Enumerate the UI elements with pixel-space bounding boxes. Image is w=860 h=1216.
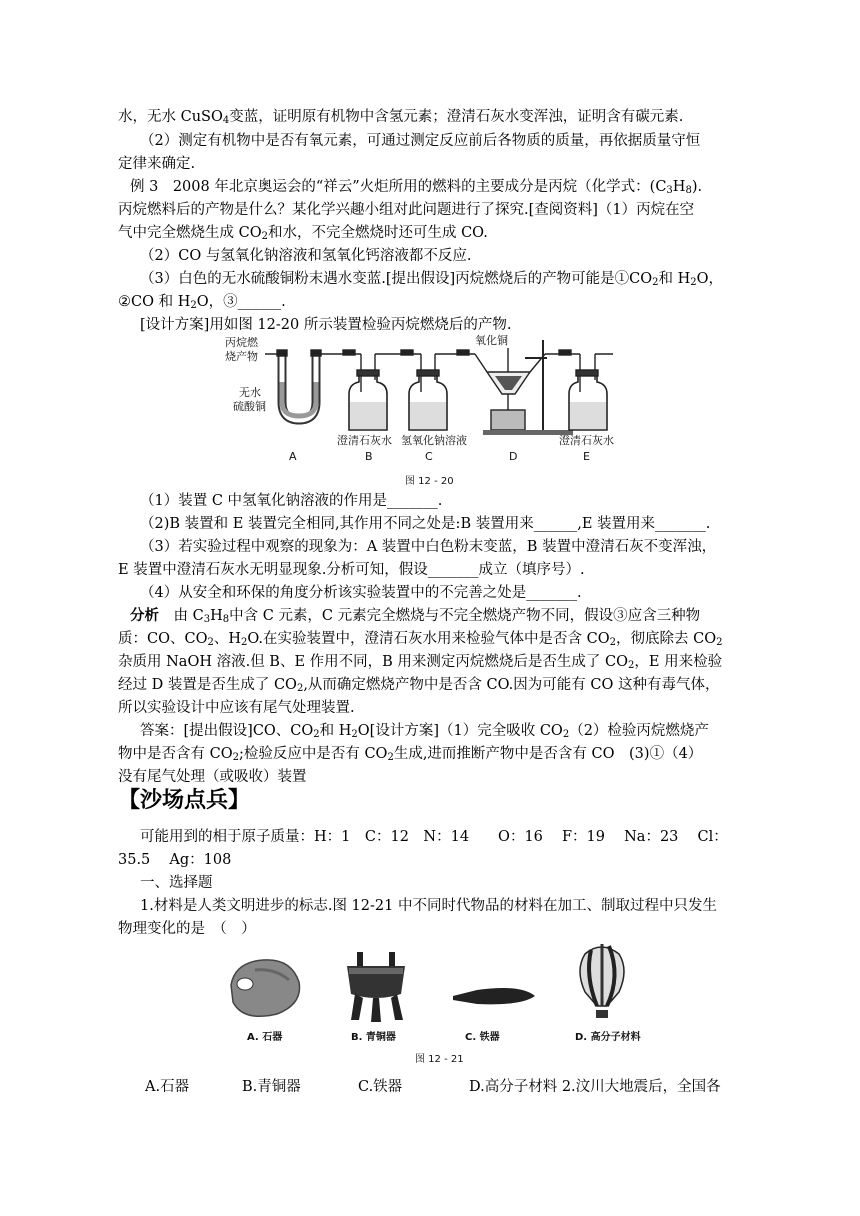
- answer-line: 物中是否含有 $CO_2$;检验反应中是否有 $CO_2$生成,进而推断产物中是否含有 CO (3)①（4）: [118, 746, 703, 763]
- text-line: （3）白色的无水硫酸铜粉末遇水变蓝.[提出假设]丙烷燃烧后的产物可能是$①CO_2$和 $H_2O$，: [140, 271, 724, 288]
- question-1: （1）装置 C 中氢氧化钠溶液的作用是_______.: [140, 493, 443, 509]
- label-copper-oxide: 氧化铜: [475, 334, 508, 347]
- label-bottle-e: 澄清石灰水: [559, 434, 614, 447]
- text-line: 丙烷燃料后的产物是什么？某化学兴趣小组对此问题进行了探究.[查阅资料]（1）丙烷在空: [118, 202, 695, 218]
- analysis-line: 质：CO、$CO_2$、$H_2O$.在实验装置中，澄清石灰水用来检验气体中是否含 $CO_2$，彻底除去 $CO_2$: [118, 631, 723, 648]
- label-bottle-b: 澄清石灰水: [337, 434, 392, 447]
- label-letter-b: B: [365, 450, 373, 463]
- figure-caption: 图 12 - 21: [415, 1054, 464, 1065]
- choice-c[interactable]: C.铁器: [358, 1079, 403, 1095]
- answer-line: 没有尾气处理（或吸收）装置: [118, 769, 307, 785]
- iron-tool-image: [453, 988, 535, 1004]
- figure-item-a: A. 石器: [247, 1032, 283, 1043]
- analysis-line: 杂质用 NaOH 溶液.但 B、E 作用不同，B 用来测定丙烷燃烧后是否生成了 $CO_2$，E 用来检验: [118, 654, 723, 671]
- section-label: 一、选择题: [140, 875, 213, 891]
- text-line: （2）CO 与氢氧化钠溶液和氢氧化钙溶液都不反应.: [140, 248, 472, 264]
- label-gas-2: 烧产物: [225, 350, 258, 363]
- analysis-line: 分析 由 $C_3H_8$中含 C 元素，C 元素完全燃烧与不完全燃烧产物不同，假设③应含三种物: [130, 607, 701, 625]
- analysis-line: 经过 D 装置是否生成了 $CO_2$,从而确定燃烧产物中是否含 CO.因为可能有 CO 这种有毒气体，: [118, 677, 720, 694]
- answer-line: 答案：[提出假设]CO、$CO_2$和 $H_2O$[设计方案]（1）完全吸收 $CO_2(2)$检验丙烷燃烧产: [140, 723, 709, 740]
- choice-b[interactable]: B.青铜器: [242, 1079, 301, 1095]
- text-line: [设计方案]用如图 12-20 所示装置检验丙烷燃烧后的产物.: [140, 317, 512, 333]
- balloon-image: [580, 944, 624, 1018]
- label-agent-1: 无水: [239, 386, 261, 399]
- figure-12-20-apparatus: [225, 332, 625, 492]
- choice-a[interactable]: A.石器: [145, 1079, 190, 1095]
- figure-item-c: C. 铁器: [465, 1032, 500, 1043]
- question-text: 物理变化的是 （ ）: [118, 921, 256, 937]
- figure-item-b: B. 青铜器: [351, 1032, 396, 1043]
- bronze-vessel-image: [347, 952, 405, 1022]
- label-gas-1: 丙烷燃: [225, 336, 258, 349]
- label-letter-c: C: [425, 450, 433, 463]
- text-line: 35.5 Ag：108: [118, 852, 232, 868]
- text-line: ②CO 和 $H_2O$，③______.: [118, 294, 286, 311]
- question-3: （3）若实验过程中观察的现象为：A 装置中白色粉末变蓝，B 装置中澄清石灰不变浑浊，: [140, 539, 717, 555]
- choice-d[interactable]: D.高分子材料 2.汶川大地震后，全国各: [469, 1079, 721, 1095]
- question-3-cont: E 装置中澄清石灰水无明显现象.分析可知，假设_______成立（填序号）.: [118, 562, 585, 578]
- example-heading-line: 例 3 2008 年北京奥运会的“祥云”火炬所用的燃料的主要成分是丙烷（化学式：$(C_3H_8)$.: [130, 179, 703, 196]
- label-bottle-c: 氢氧化钠溶液: [401, 434, 467, 447]
- stone-tool-image: [231, 960, 300, 1016]
- figure-12-21-materials: [225, 940, 645, 1070]
- text-line: 气中完全燃烧生成 $CO_2$和水，不完全燃烧时还可生成 CO.: [118, 225, 488, 242]
- label-letter-d: D: [509, 450, 518, 463]
- text-line: 水，无水 CuSO$_4$变蓝，证明原有机物中含氢元素；澄清石灰水变浑浊，证明含有碳元素.: [118, 109, 684, 126]
- label-letter-e: E: [583, 450, 590, 463]
- figure-caption: 图 12 - 20: [405, 476, 454, 487]
- section-heading: 【沙场点兵】: [118, 788, 251, 813]
- text-line: 可能用到的相于原子质量：H：1 C：12 N：14 O：16 F：19 Na：23 Cl：: [140, 829, 728, 845]
- analysis-line: 所以实验设计中应该有尾气处理装置.: [118, 700, 355, 716]
- question-4: （4）从安全和环保的角度分析该实验装置中的不完善之处是_______.: [140, 585, 582, 601]
- question-text: 1.材料是人类文明进步的标志.图 12-21 中不同时代物品的材料在加工、制取过程中只发生: [140, 898, 717, 914]
- figure-item-d: D. 高分子材料: [575, 1032, 641, 1043]
- text-line: 定律来确定.: [118, 156, 196, 172]
- question-2: （2)B 装置和 E 装置完全相同,其作用不同之处是:B 装置用来______,E 装置用来_______.: [140, 516, 711, 532]
- text-line: （2）测定有机物中是否有氧元素，可通过测定反应前后各物质的质量，再依据质量守恒: [140, 133, 701, 149]
- label-agent-2: 硫酸铜: [233, 400, 266, 413]
- label-letter-a: A: [289, 450, 297, 463]
